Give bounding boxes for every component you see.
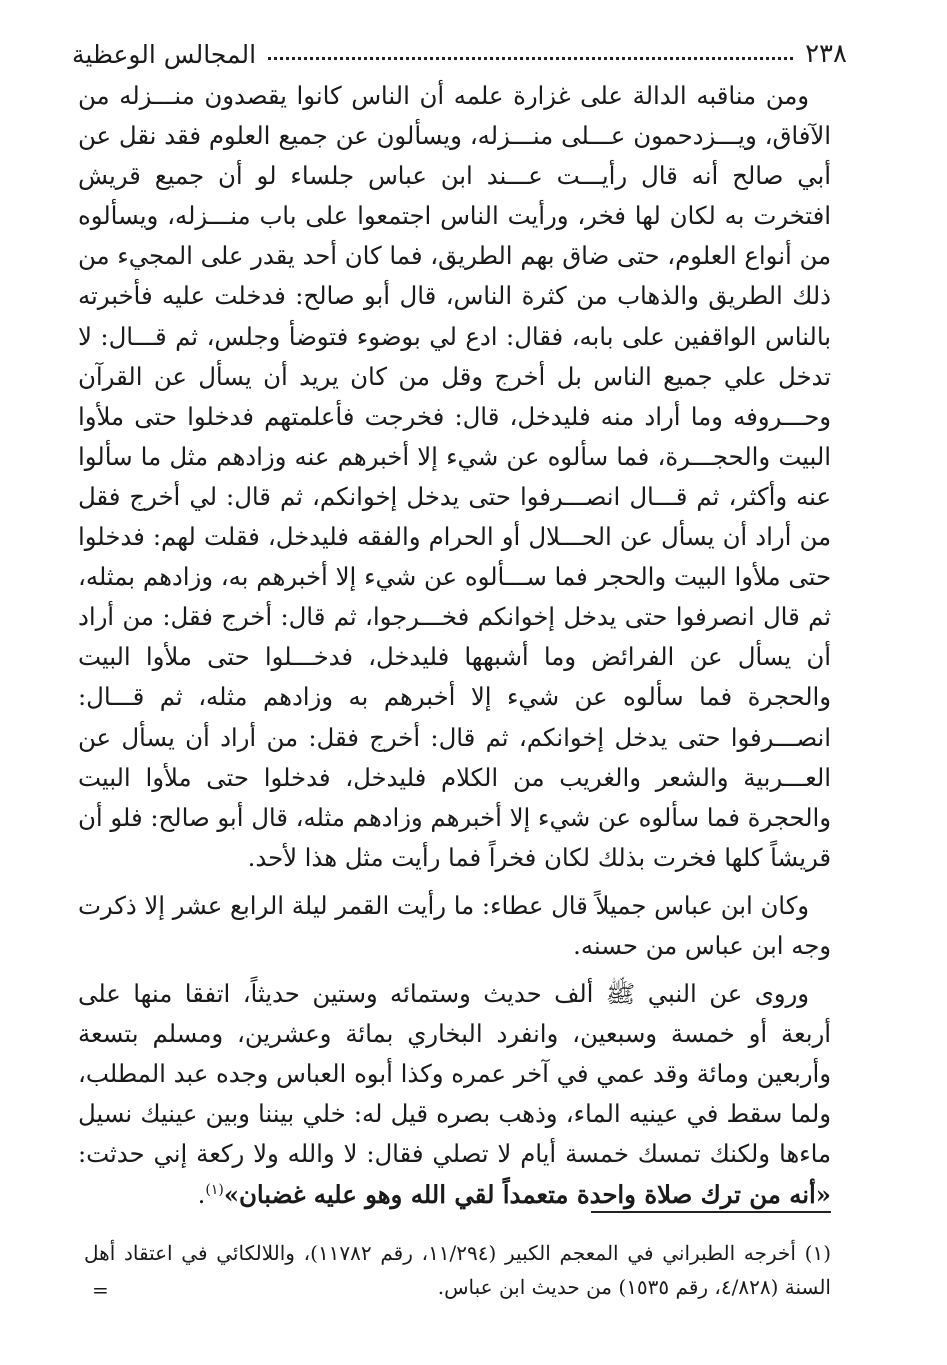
paragraph-3 bbox=[78, 974, 831, 1215]
footnote-1: (١) أخرجه الطبراني في المعجم الكبير (١١/٢٩٤، رقم ١١٧٨٢)، واللالكائي في اعتقاد أهل السنة (٤/٨٢٨، رقم ١٥٣٥) من حديث ابن عباس. bbox=[84, 1241, 832, 1299]
footnote-reference[interactable]: (١) bbox=[205, 1181, 224, 1198]
footnotes bbox=[84, 1236, 831, 1304]
header-dotted-leader bbox=[268, 57, 793, 60]
paragraph-1: ومن مناقبه الدالة على غزارة علمه أن الناس كانوا يقصدون منـــزله من الآفاق، ويـــزدحمون عـــلى منـــزله، ويسألون عن جميع العلوم فقد نقل عن أبي صالح أنه قال رأيـــت عـــند ابن عباس جلساء لو أن جميع قريش افتخرت به لكان لها فخر، ورأيت الناس اجتمعوا على باب منـــزله، ويسألوه من أنواع العلوم، حتى ضاق بهم الطريق، فما كان أحد يقدر على المجيء من ذلك الطريق والذهاب من كثرة الناس، قال أبو صالح: فدخلت عليه فأخبرته بالناس الواقفين على بابه، فقال: ادع لي بوضوء فتوضأ وجلس، ثم قـــال: لا تدخل علي جميع الناس بل أخرج وقل من كان يريد أن يسأل عن القرآن وحـــروفه وما أراد منه فليدخل، قال: فخرجت فأعلمتهم فدخلوا حتى ملأوا البيت والحجـــرة، فما سألوه عن شيء إلا أخبرهم عنه وزادهم مثل ما سألوا عنه وأكثر، ثم قـــال انصـــرفوا حتى يدخل إخوانكم، ثم قال: لي أخرج فقل من أراد أن يسأل عن الحـــلال أو الحرام والفقه فليدخل، فقلت لهم: فدخلوا حتى ملأوا البيت والحجر فما ســـألوه عن شيء إلا أخبرهم به، وزادهم بمثله، ثم قال انصرفوا حتى يدخل إخوانكم فخـــرجوا، ثم قال: أخرج فقل: من أراد أن يسأل عن الفرائض وما أشبهها فليدخل، فدخـــلوا حتى ملأوا البيت والحجرة فما سألوه عن شيء إلا أخبرهم به وزادهم مثله، ثم قـــال: انصـــرفوا حتى يدخل إخوانكم، ثم قال: أخرج فقل: من أراد أن يسأل عن العـــربية والشعر والغريب من الكلام فليدخل، فدخلوا حتى ملأوا البيت والحجرة فما سألوه عن شيء إلا أخبرهم وزادهم مثله، قال أبو صالح: فلو أن قريشاً كلها فخرت بذلك لكان فخراً فما رأيت مثل هذا لأحد. bbox=[78, 81, 831, 872]
book-title: المجالس الوعظية bbox=[72, 39, 257, 69]
main-text bbox=[78, 76, 831, 1215]
page-number: ٢٣٨ bbox=[805, 39, 847, 69]
footnote-continuation-mark: = bbox=[92, 1278, 109, 1302]
hadith-quote: «أنه من ترك صلاة واحدة متعمداً لقي الله وهو عليه غضبان» bbox=[223, 1179, 831, 1209]
running-header bbox=[72, 34, 847, 74]
paragraph-3-text: وروى عن النبي ﷺ ألف حديث وستمائه وستين حديثاً، اتفقا منها على أربعة أو خمسة وسبعين، وانفرد البخاري بمائة وعشرين، ومسلم بتسعة وأربعين ومائة وقد عمي في آخر عمره وكذا أبوه العباس وجده عبد المطلب، ولما سقط في عينيه الماء، وذهب بصره قيل له: خلي بيننا وبين عينيك نسيل ماءها ولكنك تمسك خمسة أيام لا تصلي فقال: لا والله ولا ركعة إني حدثت: bbox=[78, 979, 831, 1169]
footnote-separator bbox=[591, 1211, 831, 1213]
paragraph-3-end: . bbox=[197, 1179, 206, 1209]
paragraph-2: وكان ابن عباس جميلاً قال عطاء: ما رأيت القمر ليلة الرابع عشر إلا ذكرت وجه ابن عباس من حسنه. bbox=[78, 890, 831, 960]
